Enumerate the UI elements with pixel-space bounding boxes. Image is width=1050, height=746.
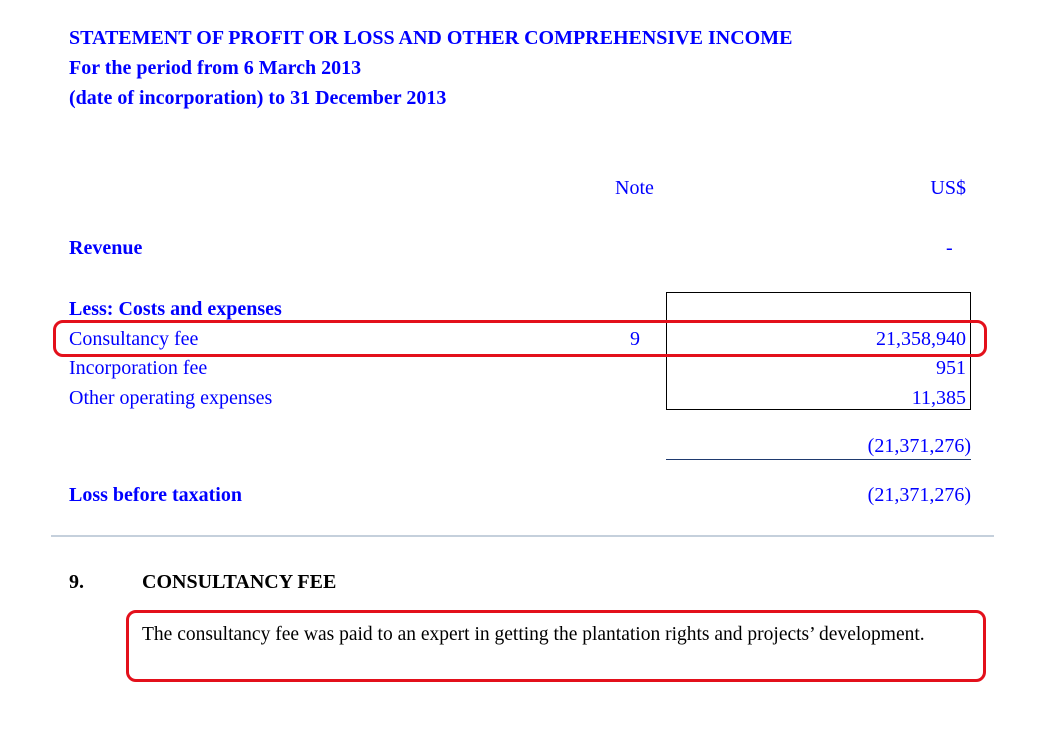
column-header-note: Note (615, 177, 654, 199)
less-costs-heading: Less: Costs and expenses (69, 298, 282, 320)
note-number: 9. (69, 571, 84, 593)
note-text: The consultancy fee was paid to an expert in getting the plantation rights and projects’ development. (142, 624, 925, 645)
loss-before-taxation-value: (21,371,276) (867, 484, 971, 506)
loss-before-taxation-label: Loss before taxation (69, 484, 242, 506)
row-value-other-operating-expenses: 11,385 (911, 387, 966, 409)
section-separator (51, 535, 994, 537)
subtotal-underline (666, 459, 971, 460)
highlight-consultancy-fee-row (53, 320, 987, 357)
row-label-consultancy-fee: Consultancy fee (69, 328, 199, 350)
note-heading: CONSULTANCY FEE (142, 571, 337, 593)
statement-title: STATEMENT OF PROFIT OR LOSS AND OTHER COMPREHENSIVE INCOME (69, 27, 793, 49)
costs-subtotal: (21,371,276) (867, 435, 971, 457)
statement-period: For the period from 6 March 2013 (69, 57, 362, 79)
column-header-currency: US$ (930, 177, 966, 199)
row-label-incorporation-fee: Incorporation fee (69, 357, 208, 379)
row-note-consultancy-fee: 9 (630, 328, 640, 350)
highlight-note-text (126, 610, 986, 682)
revenue-label: Revenue (69, 237, 143, 259)
row-label-other-operating-expenses: Other operating expenses (69, 387, 273, 409)
row-value-consultancy-fee: 21,358,940 (876, 328, 966, 350)
statement-period-detail: (date of incorporation) to 31 December 2013 (69, 87, 447, 109)
row-value-incorporation-fee: 951 (936, 357, 966, 379)
revenue-value: - (946, 237, 953, 259)
